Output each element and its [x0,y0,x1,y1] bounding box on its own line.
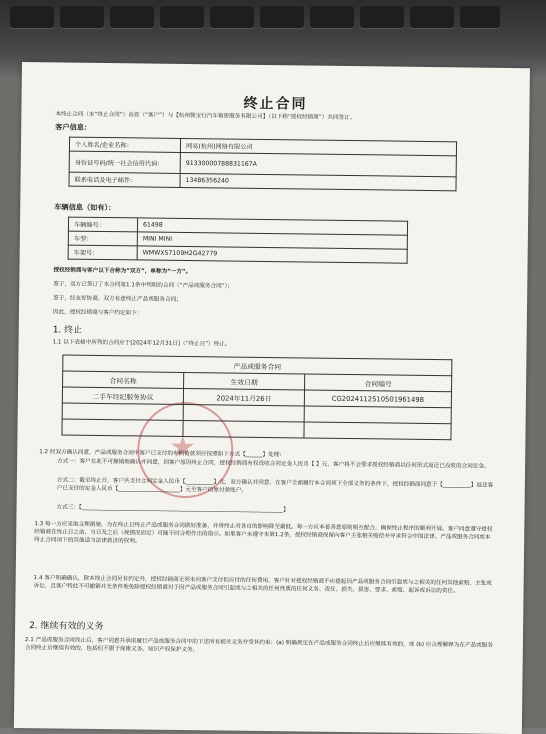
key [310,6,354,28]
recital-2: 鉴于，经友好协商，双方有意终止产品或服务合同； [53,295,182,303]
vehicle-label: 车辆编号： [68,217,137,232]
intro-text: 本终止合同（本“终止合同”）由您（“客户”）与【杭州骏宝行汽车销售服务有限公司】（以下称“授权经销商”）共同签订。 [55,111,356,122]
clause-1-2-option-3: 方式三：【________________________________________________________________________】 [56,504,289,514]
section-1-heading: 1. 终止 [52,325,83,336]
column-header: 合同名称 [63,371,184,388]
company-seal: ★ [137,401,234,498]
section-2-heading: 2. 继续有效的义务 [29,621,104,633]
customer-label: 个人姓名/企业名称： [69,137,180,152]
contract-table-caption: 产品或服务合同 [63,355,452,376]
customer-value: 13486356240 [180,173,456,190]
vehicle-heading: 车辆信息（如有）： [54,202,116,213]
key [410,6,454,28]
recital-1: 鉴于，双方已签订了本合同第1.1条中列明的合同（“产品或服务合同”）； [53,281,234,290]
customer-value: 9133000078883​1167A [180,152,456,176]
recital-3: 因此，授权经销商与客户约定如下： [52,309,143,317]
key [210,6,254,28]
table-cell: CG202411251050196​1498 [304,390,451,408]
clause-1-1: 1.1 以下表格中所列的合同应于[2024年12月31日]（“终止日”）终止。 [52,339,231,348]
table-cell [183,420,304,437]
table-cell [304,406,451,424]
key [260,6,304,28]
column-header: 合同编号 [305,374,452,392]
key [360,6,404,28]
customer-info-table [68,137,457,192]
clause-1-2-option-2: 方式二：截至终止日，客户共支付合同定金人民币【__________】元，双方确认并同意，在客户全面履行本合同项下全部义务的条件下，授权经销商同意于【__________】返还客户已支付的定金人民币【______________________】元至客户的原付款账户。 [56,477,494,494]
contract-page [14,62,530,734]
table-cell [62,403,183,420]
table-row [62,419,451,440]
table-row [68,245,407,263]
clause-1-4: 1.4 客户明确确认，除本终止合同另有约定外，授权经销商无须未向客户支付但应付的任何费用，客户针对授权经销商不应提起因产品或服务合同引起或与之相关的任何其他索赔，主张或诉讼，且客户特此不可撤销并无条件地免除授权经销商对于因产品或服务合同引起或与之相关的任何性质的任何义务、责任、损失、损害、要求、索赔、起诉或诉讼的责任。 [33,575,492,595]
vehicle-value: MINI MINI [137,232,407,249]
vehicle-label: 车型： [68,231,137,246]
vehicle-value: 61498 [137,218,407,235]
document-title: 终止合同 [243,95,308,113]
key [160,6,204,28]
customer-label: 联系电话及电子邮件： [69,172,180,187]
customer-heading: 客户信息： [55,122,92,132]
clause-1-3: 1.3 每一方应采取合理措施，为在终止日终止产品或服务合同做好准备，并将终止对各自的影响降至最低。每一方应本着善意原则相互配合，确保终止程序的顺利开展。客户同意遵守授权经销商在终止日之前、当日及之后（视情况而定）可能不时合理作出的指示。如果客户未遵守本第1.2条，授权经销商保留向客户主张相关赔偿并寻求符合中国法律、产品或服务合同或本终止合同项下的其他适当法律救济的权利。 [34,521,493,545]
key [60,6,104,28]
vehicle-value: WMWXS7109H2G42779 [137,246,407,263]
vehicle-label: 车架号： [68,245,137,260]
table-cell: 二手车经纪服务协议 [62,387,183,404]
customer-label: 身份证号码/统一社会信用代码： [69,151,180,173]
table-cell [304,422,451,440]
clause-1-2-option-1: 方式一：客户在此不可撤销地确认并同意，因客户原因终止合同，授权经销商有权没收合同定金人民币【 】元，客户将不会要求授权经销商以任何形式返还已没收的合同定金。 [57,458,490,470]
key [460,6,500,28]
parties-line: 授权经销商与客户以下合称为“双方”，单称为“一方”。 [53,267,192,276]
contract-table [61,355,452,441]
vehicle-info-table [68,217,408,264]
customer-value: 网易(杭州)网络有限公司 [180,138,456,155]
clause-1-2: 1.2 经双方确认同意，产品或服务合同中客户已支付的车辆价款须应按照如下方式【______】处理： [39,449,285,459]
key [110,6,154,28]
clause-2-1: 2.1 产品或服务合同终止后，客户同意并承诺履行产品或服务合同中的下述所有相关义务并受其约束：(a) 明确规定在产品或服务合同终止后应继续有效的，或 (b) 应合理解释为在产品或服务合同终止后继续有效的，包括但不限于保密义务、知识产权保护义务、 [24,637,493,654]
table-cell [183,404,304,421]
key [10,6,54,28]
column-header: 生效日期 [184,372,305,389]
table-cell: 2024年11月26日 [183,388,304,405]
table-cell [62,419,183,436]
